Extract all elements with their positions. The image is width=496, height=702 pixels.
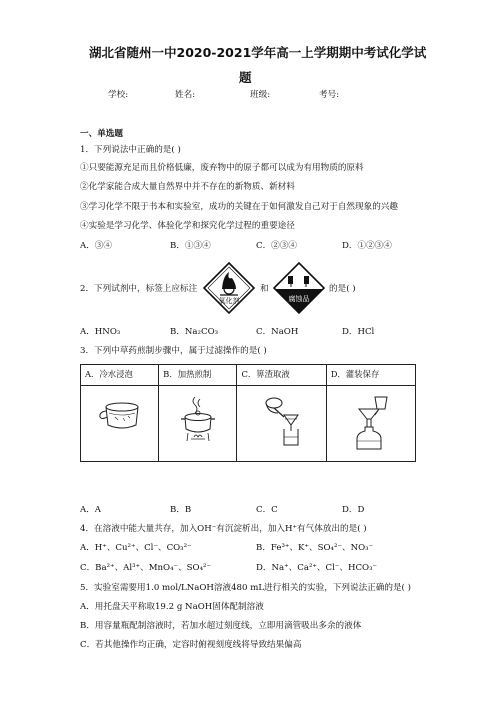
q1-statement-3: ③学习化学不限于书本和实验室，成功的关键在于如何激发自己对于自然现象的兴趣 — [80, 202, 398, 212]
q3-header-b: B．加热煎制 — [159, 365, 237, 386]
q3-cell-fill — [326, 386, 415, 462]
q5-stem: 5．实验室需要用1.0 mol/LNaOH溶液480 mL进行相关的实验，下列说法正确的是( ) — [80, 583, 411, 593]
q3-option-c: C．C — [256, 505, 278, 515]
q3-cell-soak — [81, 386, 159, 462]
school-label: 学校: — [108, 90, 129, 100]
q4-option-c: C．Ba²⁺、Al³⁺、MnO₄⁻、SO₄²⁻ — [80, 563, 212, 573]
page-title: 湖北省随州一中2020-2021学年高一上学期期中考试化学试 — [89, 45, 427, 60]
q5-option-b: B．用容量瓶配制溶液时，若加水超过刻度线，立即用滴管吸出多余的液体 — [80, 621, 362, 631]
q1-option-d: D．①②③④ — [342, 241, 392, 251]
q2-and: 和 — [260, 284, 269, 294]
q3-cell-heat — [159, 386, 237, 462]
q5-option-a: A．用托盘天平称取19.2 g NaOH固体配制溶液 — [80, 602, 264, 612]
q3-process-table — [80, 364, 416, 462]
q3-header-d: D．灌装保存 — [326, 365, 415, 386]
q2-stem-start: 2．下列试剂中，标签上应标注 — [80, 284, 198, 294]
q3-cell-filter — [237, 386, 326, 462]
exam-number-label: 考号: — [319, 90, 340, 100]
corrosive-label-icon — [273, 262, 325, 314]
q3-option-d: D．D — [342, 505, 365, 515]
q1-statement-1: ①只要能源充足而且价格低廉，废弃物中的原子都可以成为有用物质的原料 — [80, 163, 364, 173]
q2-option-a: A．HNO₃ — [80, 327, 121, 337]
q1-statement-2: ②化学家能合成大量自然界中并不存在的新物质、新材料 — [80, 182, 295, 192]
q5-option-c: C．若其他操作均正确，定容时俯视刻度线将导致结果偏高 — [80, 640, 302, 650]
q3-option-b: B．B — [170, 505, 192, 515]
q2-stem-end: 的是( ) — [329, 284, 356, 294]
q1-option-b: B．①③④ — [170, 241, 211, 251]
oxidizer-label-icon — [203, 262, 255, 314]
corrosive-label-text: 腐蚀品 — [288, 295, 310, 303]
section-heading: 一、单选题 — [80, 129, 123, 139]
q3-header-c: C．箅渣取液 — [237, 365, 326, 386]
name-label: 姓名: — [175, 90, 196, 100]
q1-statement-4: ④实验是学习化学、体验化学和探究化学过程的重要途径 — [80, 221, 295, 231]
q1-option-a: A．③④ — [80, 241, 112, 251]
q3-option-a: A．A — [80, 505, 102, 515]
q1-stem: 1．下列说法中正确的是( ) — [80, 145, 181, 155]
q2-option-b: B．Na₂CO₃ — [170, 327, 219, 337]
q4-option-a: A．H⁺、Cu²⁺、Cl⁻、CO₃²⁻ — [80, 543, 192, 553]
q2-option-c: C．NaOH — [256, 327, 299, 337]
filtering-icon — [254, 395, 310, 447]
q3-stem: 3．下列中草药煎制步骤中，属于过滤操作的是( ) — [80, 346, 267, 356]
q3-header-a: A．冷水浸泡 — [81, 365, 159, 386]
q4-stem: 4．在溶液中能大量共存，加入OH⁻有沉淀析出，加入H⁺有气体放出的是( ) — [80, 524, 367, 534]
class-label: 班级: — [250, 90, 271, 100]
oxidizer-label-text: 氧化剂 — [218, 297, 240, 305]
page-title-continued: 题 — [239, 70, 252, 85]
heating-pot-icon — [175, 395, 221, 443]
q1-option-c: C．②③④ — [256, 241, 297, 251]
q4-option-b: B．Fe³⁺、K⁺、SO₄²⁻、NO₃⁻ — [256, 543, 374, 553]
q4-option-d: D．Na⁺、Ca²⁺、Cl⁻、HCO₃⁻ — [256, 563, 378, 573]
soaking-pot-icon — [97, 395, 143, 435]
bottling-icon — [343, 395, 399, 451]
q2-option-d: D．HCl — [342, 327, 375, 337]
